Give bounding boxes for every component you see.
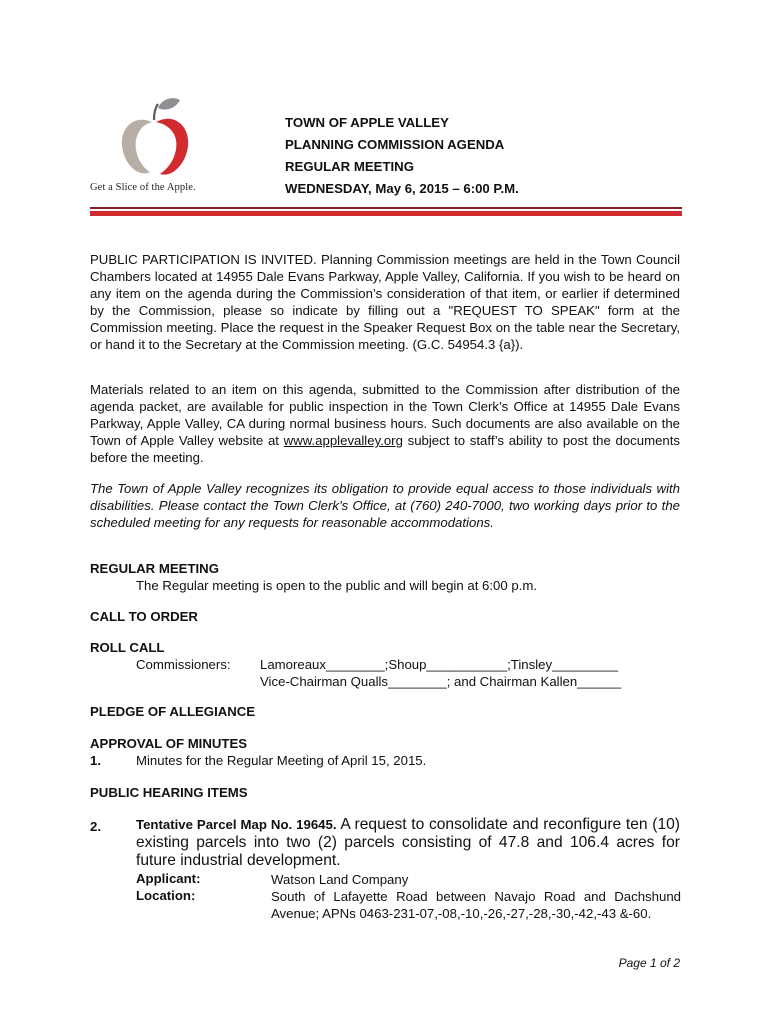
roll-call-heading: ROLL CALL	[90, 640, 165, 655]
location-label: Location:	[136, 888, 196, 903]
apple-icon	[114, 96, 194, 180]
materials-paragraph	[90, 381, 680, 466]
minutes-heading: APPROVAL OF MINUTES	[90, 736, 248, 751]
minutes-item-number: 1.	[90, 753, 101, 768]
minutes-item-text: Minutes for the Regular Meeting of April 15, 2015.	[136, 753, 427, 768]
regular-meeting-heading: REGULAR MEETING	[90, 561, 219, 576]
town-name: TOWN OF APPLE VALLEY	[285, 115, 449, 130]
hearing-item-description	[136, 816, 680, 870]
materials-text-before: Materials related to an item on this agenda, submitted to the Commission after distribution of the agenda packet, are available for public inspection in the Town Clerk’s Office at 14955 Dale Evans Parkway, Apple Valley, CA during normal business hours. Such documents are also available on the Town of Apple Valley website at	[90, 382, 680, 448]
call-to-order-heading: CALL TO ORDER	[90, 609, 198, 624]
roll-call-line-2: Vice-Chairman Qualls________; and Chairman Kallen______	[260, 674, 622, 689]
hearing-item-text: A request to consolidate and reconfigure ten (10) existing parcels into two (2) parcels consisting of 47.8 and 106.4 acres for future industrial development.	[136, 816, 680, 869]
website-link[interactable]: www.applevalley.org	[283, 433, 403, 448]
pledge-heading: PLEDGE OF ALLEGIANCE	[90, 704, 256, 719]
header-divider-thick	[90, 211, 682, 216]
roll-call-line-1: Lamoreaux________;Shoup___________;Tinsley_________	[260, 657, 619, 672]
materials-text-after: subject to staff’s ability to post the documents before the meeting.	[90, 433, 681, 465]
public-hearing-heading: PUBLIC HEARING ITEMS	[90, 785, 248, 800]
town-logo	[90, 96, 220, 206]
hearing-item-title: Tentative Parcel Map No. 19645.	[136, 817, 337, 832]
regular-meeting-text: The Regular meeting is open to the public and will begin at 6:00 p.m.	[136, 578, 537, 593]
agenda-name: PLANNING COMMISSION AGENDA	[285, 137, 505, 152]
logo-tagline: Get a Slice of the Apple.	[90, 182, 196, 193]
commissioners-label: Commissioners:	[136, 657, 231, 672]
agenda-title-block	[285, 112, 519, 200]
location-value: South of Lafayette Road between Navajo Road and Dachshund Avenue; APNs 0463-231-07,-08,-10,-26,-27,-28,-30,-42,-43 &-60.	[271, 889, 681, 921]
accessibility-paragraph: The Town of Apple Valley recognizes its obligation to provide equal access to those individuals with disabilities. Please contact the Town Clerk’s Office, at (760) 240-7000, two working days prior to the scheduled meeting for any requests for reasonable accommodations.	[90, 481, 680, 530]
meeting-date: WEDNESDAY, May 6, 2015 – 6:00 P.M.	[285, 181, 519, 196]
applicant-value: Watson Land Company	[271, 872, 409, 887]
header-divider-thin	[90, 207, 682, 209]
applicant-label: Applicant:	[136, 871, 201, 886]
meeting-type: REGULAR MEETING	[285, 159, 414, 174]
hearing-item-number: 2.	[90, 819, 101, 834]
participation-paragraph: PUBLIC PARTICIPATION IS INVITED. Planning Commission meetings are held in the Town Council Chambers located at 14955 Dale Evans Parkway, Apple Valley, California. If you wish to be heard on any item on the agenda during the Commission’s consideration of that item, or earlier if determined by the Commission, please so indicate by filling out a "REQUEST TO SPEAK" form at the Commission meeting. Place the request in the Speaker Request Box on the table near the Secretary, or hand it to the Secretary at the Commission meeting. (G.C. 54954.3 {a}).	[90, 252, 680, 352]
page-number: Page 1 of 2	[618, 956, 680, 970]
